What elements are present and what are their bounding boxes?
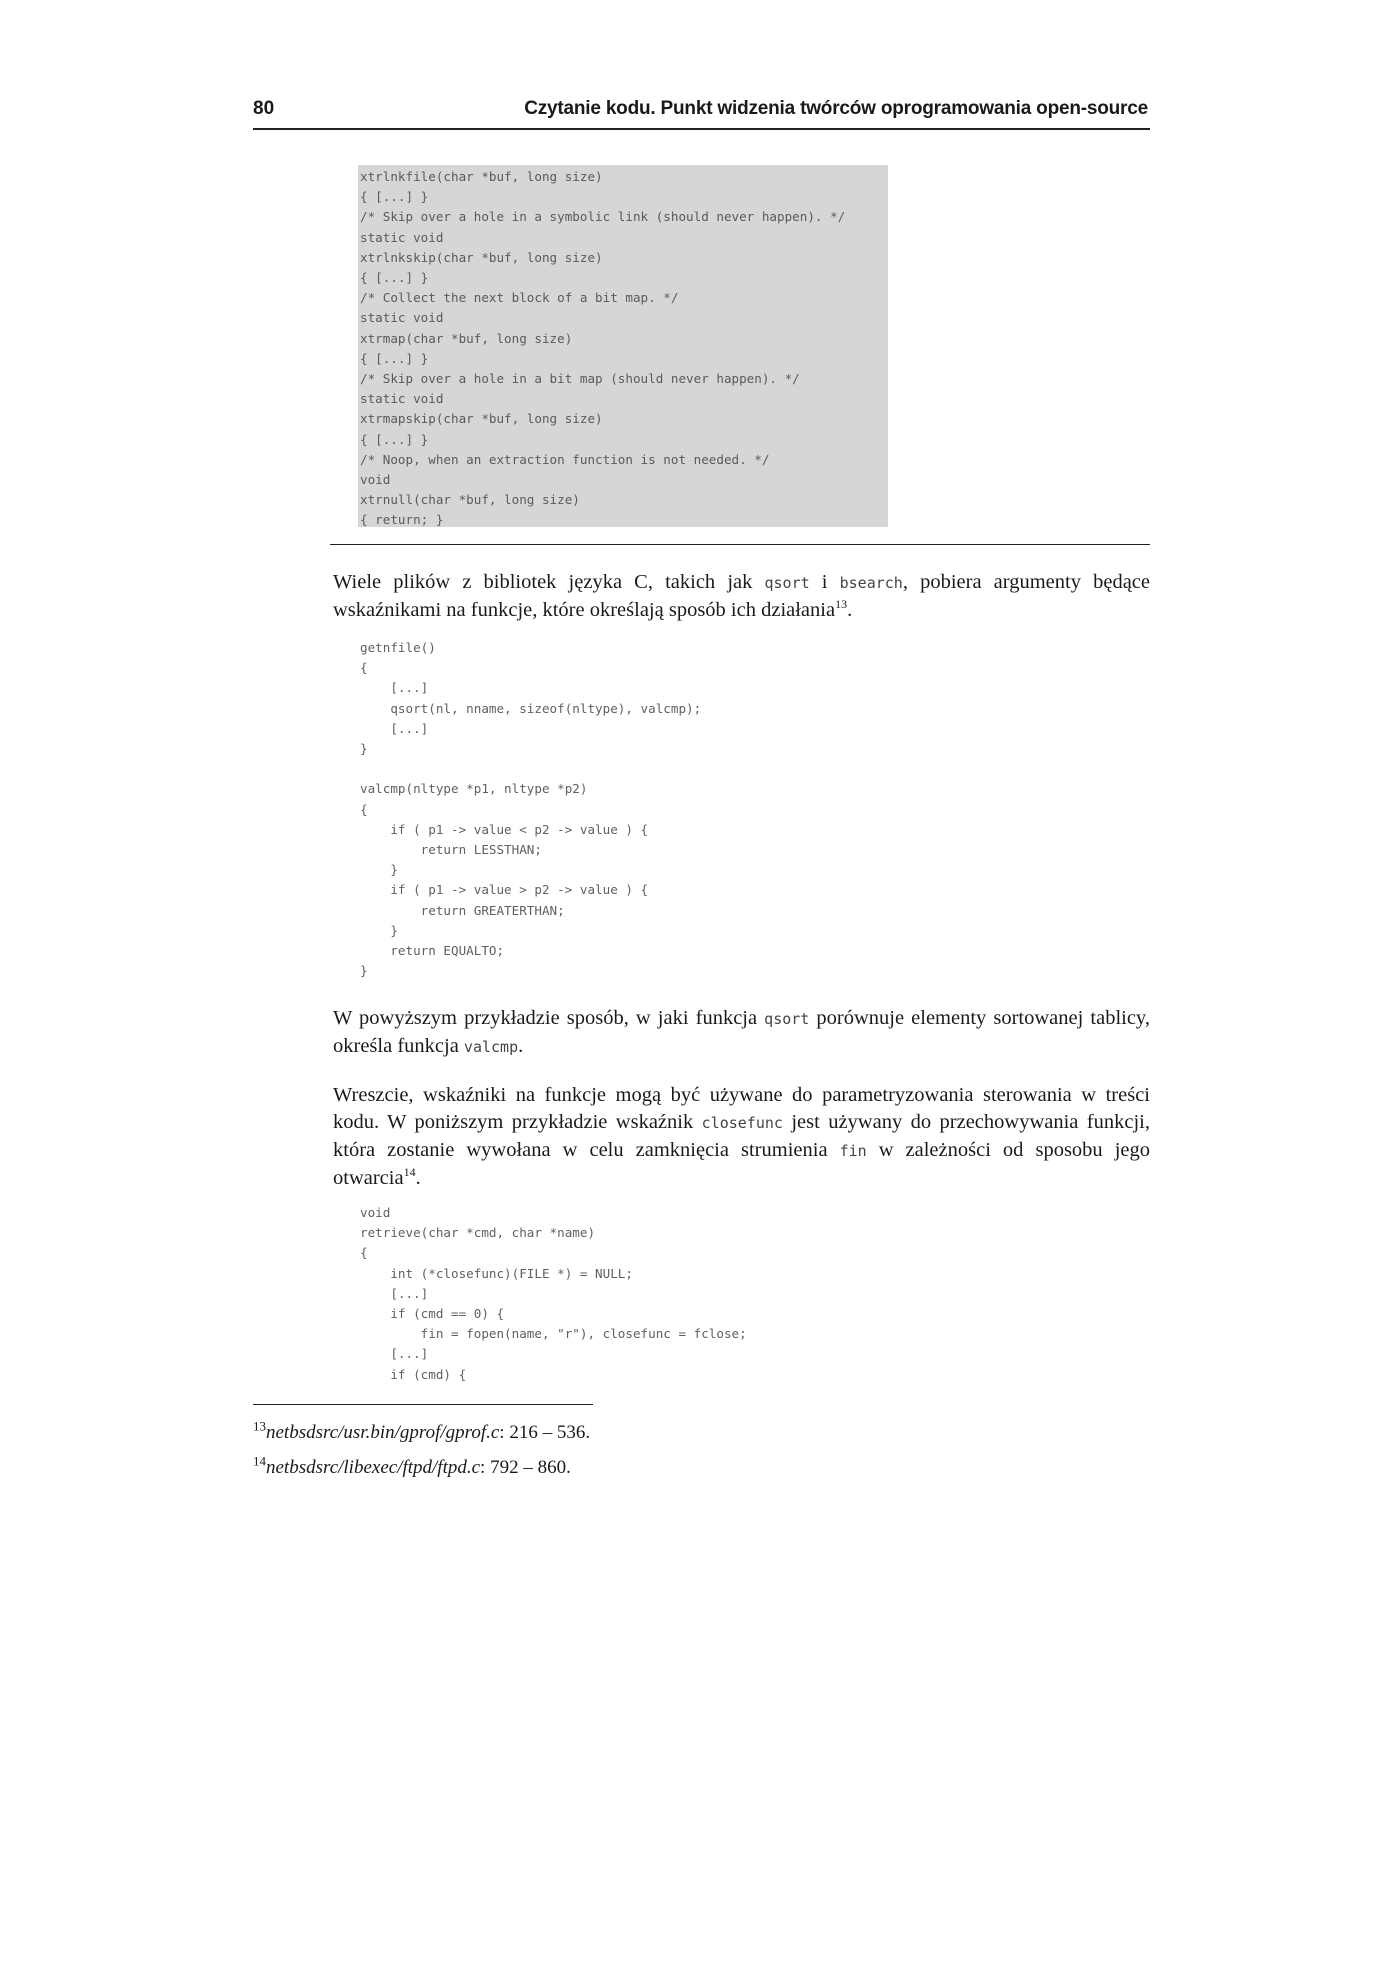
p2-code-valcmp: valcmp — [463, 1038, 519, 1056]
footnote-13-path: netbsdsrc/usr.bin/gprof/gprof.c — [266, 1422, 500, 1443]
footnote-ref-14[interactable]: 14 — [403, 1165, 416, 1180]
footnote-13-number: 13 — [253, 1418, 266, 1434]
p2-code-qsort: qsort — [764, 1010, 810, 1028]
footnote-14-path: netbsdsrc/libexec/ftpd/ftpd.c — [266, 1457, 481, 1478]
p1-code-qsort: qsort — [764, 574, 810, 592]
p1-code-bsearch: bsearch — [839, 574, 903, 592]
footnote-14 — [253, 1453, 571, 1480]
paragraph-2 — [333, 1005, 1150, 1061]
p1-text-4: . — [847, 599, 853, 621]
running-title: Czytanie kodu. Punkt widzenia twórców oprogramowania open-source — [524, 98, 1148, 119]
footnote-13 — [253, 1418, 591, 1445]
p2-text-1: W powyższym przykładzie sposób, w jaki funkcja — [333, 1007, 765, 1029]
listing-rule — [330, 544, 1150, 545]
paragraph-3 — [333, 1082, 1150, 1192]
footnote-14-number: 14 — [253, 1453, 266, 1469]
footnote-ref-13[interactable]: 13 — [835, 597, 848, 612]
p1-text-1: Wiele plików z bibliotek języka C, takich jak — [333, 571, 765, 593]
p3-text-3: w zależności od sposobu jego otwarcia — [333, 1139, 1150, 1189]
footnote-14-lines: : 792 – 860. — [480, 1457, 571, 1478]
footnote-13-lines: : 216 – 536. — [499, 1422, 591, 1443]
p3-text-4: . — [415, 1167, 421, 1189]
page-number: 80 — [253, 98, 275, 119]
p3-code-closefunc: closefunc — [701, 1114, 783, 1132]
p2-text-3: . — [518, 1035, 524, 1057]
p3-code-fin: fin — [839, 1142, 867, 1160]
p3-text-2: jest używany do przechowywania funkcji, która zostanie wywołana w celu zamknięcia strumienia — [333, 1111, 1150, 1161]
code-listing-getnfile: getnfile() { [...] qsort(nl, nname, sizeof(nltype), valcmp); [...] } valcmp(nltype *p1, nltype *p2) { if ( p1 -> value < p2 -> value ) { return LESSTHAN; } if ( p1 -> value > p2 -> value ) { return GREATERTHAN; } return EQUALTO; } — [360, 640, 702, 979]
p3-text-1: Wreszcie, wskaźniki na funkcje mogą być używane do parametryzowania sterowania w treści kodu. W poniższym przykładzie wskaźnik — [333, 1084, 1150, 1133]
footnote-rule — [253, 1404, 593, 1405]
paragraph-1 — [333, 569, 1150, 624]
p1-text-2: i — [809, 571, 840, 593]
page-header — [253, 98, 1150, 130]
shaded-code-listing — [358, 165, 888, 527]
shaded-code-text: xtrlnkfile(char *buf, long size) { [...] } /* Skip over a hole in a symbolic link (should never happen). */ static void xtrlnkskip(char *buf, long size) { [...] } /* Collect the next block of a bit map. */ static void xtrmap(char *buf, long size) { [...] } /* Skip over a hole in a bit map (should never happen). */ static void xtrmapskip(char *buf, long size) { [...] } /* Noop, when an extraction function is not needed. */ void xtrnull(char *buf, long size) { return; } — [360, 169, 846, 527]
p1-text-3: , pobiera argumenty będące wskaźnikami na funkcje, które określają sposób ich działania — [333, 571, 1150, 621]
p2-text-2: porównuje elementy sortowanej tablicy, określa funkcja — [333, 1007, 1150, 1057]
code-listing-retrieve: void retrieve(char *cmd, char *name) { int (*closefunc)(FILE *) = NULL; [...] if (cmd == 0) { fin = fopen(name, "r"), closefunc = fclose; [...] if (cmd) { — [360, 1205, 747, 1382]
